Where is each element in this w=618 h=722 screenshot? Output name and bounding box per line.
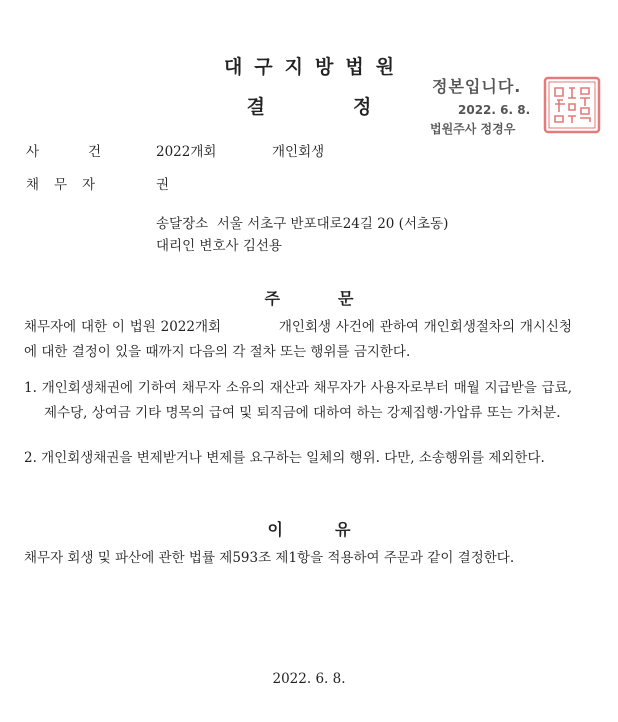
order-item-1: 1. 개인회생채권에 기하여 채무자 소유의 재산과 채무자가 사용자로부터 매월 지급받을 급료, 제수당, 상여금 기타 명목의 급여 및 퇴직금에 대하여 하는 강제집행·가압류 또는 가처분.: [24, 380, 572, 421]
case-number: 2022개회: [156, 144, 217, 160]
case-type: 개인회생: [272, 144, 325, 160]
order-title-char-2: 문: [338, 289, 354, 308]
order-title-char-1: 주: [264, 289, 280, 308]
certification-title: 정본입니다.: [432, 77, 522, 96]
reason-title-char-1: 이: [267, 520, 283, 539]
document-type-char-1: 결: [246, 96, 265, 118]
case-label-char-2: 건: [88, 144, 102, 160]
case-label-char-1: 사: [26, 144, 40, 160]
order-text: 채무자에 대한 이 법원 2022개회 개인회생 사건에 관하여 개인회생절차의 개시신청에 대한 결정이 있을 때까지 다음의 각 절차 또는 행위를 금지한다.: [24, 319, 572, 360]
certification-date: 2022. 6. 8.: [458, 103, 531, 117]
decision-date: 2022. 6. 8.: [272, 671, 346, 687]
certification-officer: 법원주사 정경우: [430, 122, 516, 136]
case-label: [26, 140, 101, 160]
order-title: [0, 286, 618, 309]
debtor-label: [26, 173, 95, 193]
debtor-name: 권: [156, 177, 170, 193]
debtor-agent: 대리인 변호사 김선용: [156, 238, 282, 254]
order-item-2: 2. 개인회생채권을 변제받거나 변제를 요구하는 일체의 행위. 다만, 소송행위를 제외한다.: [24, 450, 545, 466]
debtor-label-char-2: 무: [54, 177, 68, 193]
debtor-label-char-1: 채: [26, 177, 40, 193]
reason-title: [0, 517, 618, 540]
debtor-label-char-3: 자: [82, 177, 96, 193]
court-name: 대구지방법원: [223, 56, 407, 78]
document-type-char-2: 정: [353, 96, 372, 118]
reason-title-char-2: 유: [335, 520, 351, 539]
court-seal-icon: [543, 76, 601, 134]
reason-text: 채무자 회생 및 파산에 관한 법률 제593조 제1항을 적용하여 주문과 같이 결정한다.: [24, 550, 515, 566]
debtor-address: 송달장소 서울 서초구 반포대로24길 20 (서초동): [156, 216, 449, 232]
